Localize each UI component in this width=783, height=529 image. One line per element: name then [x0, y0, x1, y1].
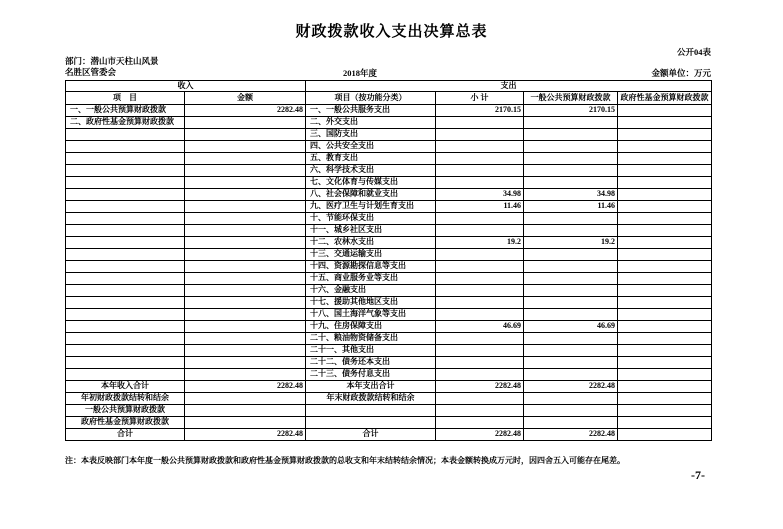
- subtotal-cell: [436, 165, 524, 177]
- expenditure-item-cell: 十八、国土海洋气象等支出: [306, 309, 436, 321]
- subtotal-cell: [436, 393, 524, 405]
- gov-fund-cell: [618, 213, 712, 225]
- income-item-cell: [66, 321, 185, 333]
- gov-fund-cell: [618, 357, 712, 369]
- income-item-cell: 政府性基金预算财政拨款: [66, 417, 185, 429]
- gov-fund-cell: [618, 141, 712, 153]
- income-item-cell: [66, 309, 185, 321]
- general-budget-cell: 2282.48: [524, 381, 618, 393]
- expenditure-item-cell: 十六、金融支出: [306, 285, 436, 297]
- general-budget-cell: 46.69: [524, 321, 618, 333]
- table-row: [66, 285, 712, 297]
- gov-fund-cell: [618, 117, 712, 129]
- expenditure-item-cell: 十九、住房保障支出: [306, 321, 436, 333]
- expenditure-item-cell: 二十三、债务付息支出: [306, 369, 436, 381]
- expenditure-item-cell: 二、外交支出: [306, 117, 436, 129]
- column-header-amount: 金额: [185, 92, 306, 105]
- gov-fund-cell: [618, 129, 712, 141]
- table-row: [66, 189, 712, 201]
- gov-fund-cell: [618, 309, 712, 321]
- general-budget-cell: [524, 141, 618, 153]
- income-item-cell: [66, 345, 185, 357]
- income-group-header: 收入: [66, 81, 306, 92]
- income-amount-cell: [185, 189, 306, 201]
- table-body: [66, 105, 712, 441]
- subtotal-cell: [436, 225, 524, 237]
- gov-fund-cell: [618, 177, 712, 189]
- income-item-cell: [66, 153, 185, 165]
- income-amount-cell: [185, 141, 306, 153]
- gov-fund-cell: [618, 393, 712, 405]
- expenditure-item-cell: 二十一、其他支出: [306, 345, 436, 357]
- table-row: [66, 345, 712, 357]
- expenditure-item-cell: 九、医疗卫生与计划生育支出: [306, 201, 436, 213]
- income-item-cell: 年初财政拨款结转和结余: [66, 393, 185, 405]
- subtotal-cell: [436, 309, 524, 321]
- general-budget-cell: [524, 369, 618, 381]
- income-item-cell: [66, 249, 185, 261]
- expenditure-item-cell: 十一、城乡社区支出: [306, 225, 436, 237]
- subtotal-cell: [436, 273, 524, 285]
- income-amount-cell: [185, 165, 306, 177]
- general-budget-cell: [524, 129, 618, 141]
- table-row: [66, 309, 712, 321]
- income-item-cell: 本年收入合计: [66, 381, 185, 393]
- income-amount-cell: [185, 237, 306, 249]
- table-row: [66, 333, 712, 345]
- expenditure-item-cell: 十、节能环保支出: [306, 213, 436, 225]
- income-item-cell: [66, 261, 185, 273]
- income-item-cell: 二、政府性基金预算财政拨款: [66, 117, 185, 129]
- gov-fund-cell: [618, 333, 712, 345]
- gov-fund-cell: [618, 237, 712, 249]
- income-item-cell: [66, 141, 185, 153]
- table-row: [66, 321, 712, 333]
- general-budget-cell: 2170.15: [524, 105, 618, 117]
- subtotal-cell: 19.2: [436, 237, 524, 249]
- fiscal-appropriation-table: [65, 80, 712, 441]
- column-header-subtotal: 小 计: [436, 92, 524, 105]
- page-title: 财政拨款收入支出决算总表: [295, 24, 488, 40]
- table-row: [66, 249, 712, 261]
- income-item-cell: 一般公共预算财政拨款: [66, 405, 185, 417]
- expenditure-item-cell: 七、文化体育与传媒支出: [306, 177, 436, 189]
- expenditure-item-cell: 本年支出合计: [306, 381, 436, 393]
- subtotal-cell: [436, 345, 524, 357]
- income-item-cell: [66, 225, 185, 237]
- income-amount-cell: [185, 201, 306, 213]
- department-line1: 部门：潜山市天柱山风景: [65, 56, 159, 66]
- income-item-cell: [66, 177, 185, 189]
- gov-fund-cell: [618, 105, 712, 117]
- subtotal-cell: [436, 357, 524, 369]
- expenditure-item-cell: 三、国防支出: [306, 129, 436, 141]
- fiscal-year-label: 2018年度: [342, 68, 377, 78]
- expenditure-item-cell: 二十二、债务还本支出: [306, 357, 436, 369]
- expenditure-item-cell: 八、社会保障和就业支出: [306, 189, 436, 201]
- expenditure-item-cell: 一、一般公共服务支出: [306, 105, 436, 117]
- subtotal-cell: [436, 417, 524, 429]
- subtotal-cell: 46.69: [436, 321, 524, 333]
- expenditure-item-cell: 合计: [306, 429, 436, 441]
- income-item-cell: [66, 189, 185, 201]
- general-budget-cell: [524, 165, 618, 177]
- general-budget-cell: [524, 273, 618, 285]
- expenditure-item-cell: [306, 405, 436, 417]
- income-item-cell: [66, 165, 185, 177]
- subtotal-cell: [436, 333, 524, 345]
- general-budget-cell: [524, 357, 618, 369]
- subtotal-cell: 11.46: [436, 201, 524, 213]
- expenditure-item-cell: 十二、农林水支出: [306, 237, 436, 249]
- income-amount-cell: [185, 225, 306, 237]
- income-amount-cell: [185, 213, 306, 225]
- income-item-cell: [66, 285, 185, 297]
- subtotal-cell: 2170.15: [436, 105, 524, 117]
- gov-fund-cell: [618, 201, 712, 213]
- subtotal-cell: [436, 261, 524, 273]
- table-row: [66, 201, 712, 213]
- table-row: [66, 129, 712, 141]
- table-row: [66, 165, 712, 177]
- general-budget-cell: [524, 153, 618, 165]
- table-row: [66, 177, 712, 189]
- subtotal-cell: 2282.48: [436, 429, 524, 441]
- income-item-cell: [66, 213, 185, 225]
- table-row: [66, 105, 712, 117]
- page-number: -7-: [691, 468, 705, 482]
- expenditure-item-cell: 二十、粮油物资储备支出: [306, 333, 436, 345]
- footnote: 注：本表反映部门本年度一般公共预算财政拨款和政府性基金预算财政拨款的总收支和年末结转结余情况；本表金额转换成万元时，因四舍五入可能存在尾差。: [65, 456, 625, 465]
- table-code-label: 公开04表: [676, 47, 711, 57]
- income-amount-cell: [185, 309, 306, 321]
- subtotal-cell: [436, 249, 524, 261]
- general-budget-cell: [524, 177, 618, 189]
- general-budget-cell: [524, 405, 618, 417]
- table-row: [66, 405, 712, 417]
- income-amount-cell: [185, 345, 306, 357]
- income-item-cell: 合计: [66, 429, 185, 441]
- general-budget-cell: [524, 213, 618, 225]
- expenditure-item-cell: [306, 417, 436, 429]
- general-budget-cell: 34.98: [524, 189, 618, 201]
- subtotal-cell: [436, 213, 524, 225]
- subtotal-cell: [436, 285, 524, 297]
- department-name: [65, 56, 159, 78]
- gov-fund-cell: [618, 429, 712, 441]
- gov-fund-cell: [618, 273, 712, 285]
- income-amount-cell: [185, 321, 306, 333]
- income-item-cell: 一、一般公共预算财政拨款: [66, 105, 185, 117]
- income-amount-cell: [185, 177, 306, 189]
- income-amount-cell: [185, 285, 306, 297]
- gov-fund-cell: [618, 417, 712, 429]
- income-amount-cell: [185, 249, 306, 261]
- income-amount-cell: [185, 153, 306, 165]
- subtotal-cell: [436, 369, 524, 381]
- income-item-cell: [66, 333, 185, 345]
- income-amount-cell: [185, 417, 306, 429]
- expenditure-item-cell: 四、公共安全支出: [306, 141, 436, 153]
- gov-fund-cell: [618, 225, 712, 237]
- general-budget-cell: [524, 261, 618, 273]
- subtotal-cell: [436, 177, 524, 189]
- general-budget-cell: [524, 225, 618, 237]
- income-amount-cell: [185, 405, 306, 417]
- table-row: [66, 213, 712, 225]
- income-amount-cell: [185, 117, 306, 129]
- gov-fund-cell: [618, 189, 712, 201]
- income-item-cell: [66, 129, 185, 141]
- gov-fund-cell: [618, 165, 712, 177]
- income-amount-cell: [185, 129, 306, 141]
- income-amount-cell: [185, 357, 306, 369]
- gov-fund-cell: [618, 249, 712, 261]
- gov-fund-cell: [618, 381, 712, 393]
- table-row: [66, 237, 712, 249]
- general-budget-cell: [524, 333, 618, 345]
- gov-fund-cell: [618, 297, 712, 309]
- expenditure-item-cell: 十三、交通运输支出: [306, 249, 436, 261]
- gov-fund-cell: [618, 261, 712, 273]
- subtotal-cell: [436, 141, 524, 153]
- gov-fund-cell: [618, 285, 712, 297]
- subtotal-cell: [436, 153, 524, 165]
- column-header-row: [66, 92, 712, 105]
- table-row: [66, 297, 712, 309]
- expenditure-item-cell: 十七、援助其他地区支出: [306, 297, 436, 309]
- subtotal-cell: [436, 129, 524, 141]
- table-row: [66, 381, 712, 393]
- column-header-exp-item: 项目（按功能分类）: [306, 92, 436, 105]
- subtotal-cell: [436, 297, 524, 309]
- table-row: [66, 141, 712, 153]
- income-item-cell: [66, 297, 185, 309]
- gov-fund-cell: [618, 405, 712, 417]
- expenditure-item-cell: 十四、资源勘探信息等支出: [306, 261, 436, 273]
- income-amount-cell: [185, 273, 306, 285]
- department-line2: 名胜区管委会: [65, 67, 117, 77]
- column-header-general-budget: 一般公共预算财政拨款: [524, 92, 618, 105]
- table-row: [66, 429, 712, 441]
- income-item-cell: [66, 273, 185, 285]
- subtotal-cell: [436, 405, 524, 417]
- income-amount-cell: 2282.48: [185, 429, 306, 441]
- general-budget-cell: [524, 417, 618, 429]
- general-budget-cell: [524, 393, 618, 405]
- income-amount-cell: [185, 369, 306, 381]
- table-row: [66, 153, 712, 165]
- income-amount-cell: 2282.48: [185, 105, 306, 117]
- column-header-income-item: 项 目: [66, 92, 185, 105]
- general-budget-cell: 2282.48: [524, 429, 618, 441]
- income-item-cell: [66, 237, 185, 249]
- general-budget-cell: [524, 285, 618, 297]
- table-row: [66, 225, 712, 237]
- gov-fund-cell: [618, 321, 712, 333]
- subtotal-cell: 34.98: [436, 189, 524, 201]
- subtotal-cell: 2282.48: [436, 381, 524, 393]
- column-header-gov-fund: 政府性基金预算财政拨款: [618, 92, 712, 105]
- income-item-cell: [66, 201, 185, 213]
- amount-unit-label: 金额单位：万元: [651, 68, 711, 78]
- income-item-cell: [66, 357, 185, 369]
- table-row: [66, 417, 712, 429]
- group-header-row: [66, 81, 712, 92]
- expenditure-item-cell: 十五、商业服务业等支出: [306, 273, 436, 285]
- income-amount-cell: [185, 393, 306, 405]
- gov-fund-cell: [618, 369, 712, 381]
- gov-fund-cell: [618, 153, 712, 165]
- gov-fund-cell: [618, 345, 712, 357]
- expenditure-item-cell: 五、教育支出: [306, 153, 436, 165]
- general-budget-cell: 19.2: [524, 237, 618, 249]
- general-budget-cell: [524, 345, 618, 357]
- income-amount-cell: 2282.48: [185, 381, 306, 393]
- expenditure-item-cell: 六、科学技术支出: [306, 165, 436, 177]
- table-row: [66, 117, 712, 129]
- income-amount-cell: [185, 297, 306, 309]
- expenditure-group-header: 支出: [306, 81, 712, 92]
- general-budget-cell: [524, 309, 618, 321]
- table-row: [66, 357, 712, 369]
- table-row: [66, 261, 712, 273]
- expenditure-item-cell: 年末财政拨款结转和结余: [306, 393, 436, 405]
- table-row: [66, 369, 712, 381]
- general-budget-cell: [524, 297, 618, 309]
- income-amount-cell: [185, 261, 306, 273]
- general-budget-cell: [524, 249, 618, 261]
- income-amount-cell: [185, 333, 306, 345]
- general-budget-cell: 11.46: [524, 201, 618, 213]
- subtotal-cell: [436, 117, 524, 129]
- general-budget-cell: [524, 117, 618, 129]
- table-row: [66, 393, 712, 405]
- table-row: [66, 273, 712, 285]
- income-item-cell: [66, 369, 185, 381]
